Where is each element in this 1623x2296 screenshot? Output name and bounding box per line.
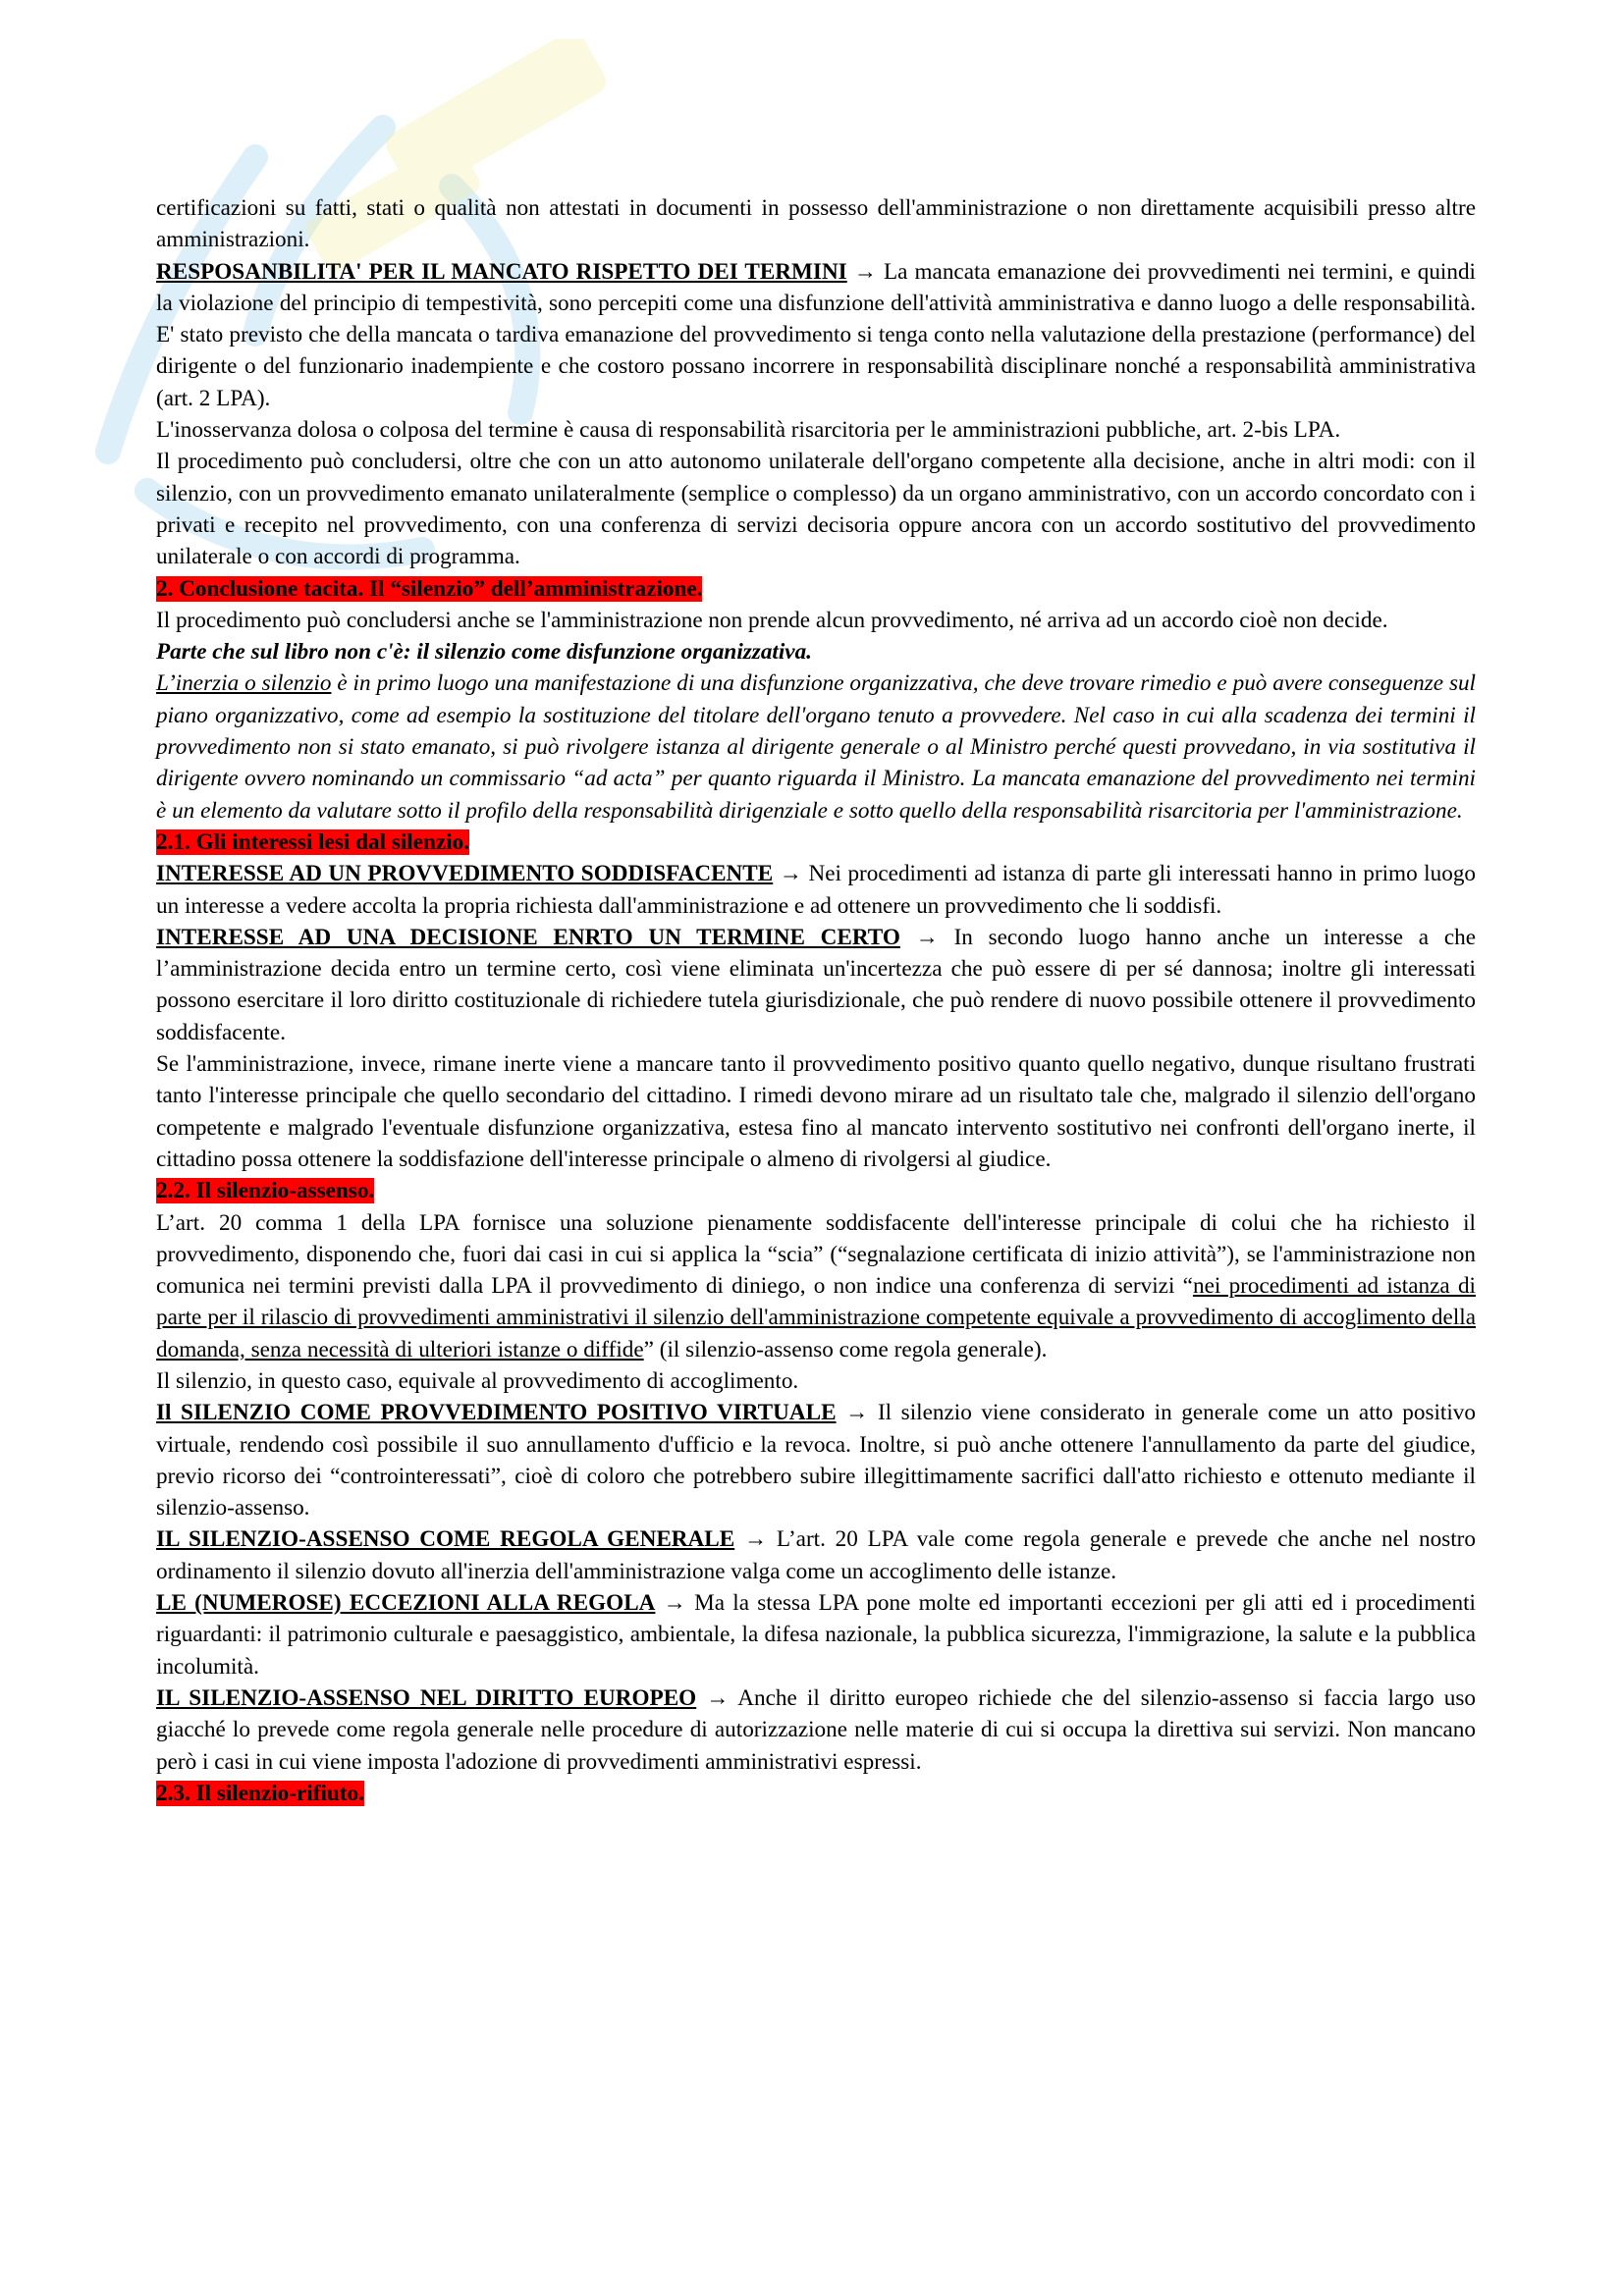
keyword-responsabilita: RESPOSANBILITA' PER IL MANCATO RISPETTO DEI TERMINI [156, 258, 847, 285]
keyword-eccezioni: LE (NUMEROSE) ECCEZIONI ALLA REGOLA [156, 1590, 656, 1617]
paragraph-responsabilita: RESPOSANBILITA' PER IL MANCATO RISPETTO DEI TERMINI → La mancata emanazione dei provvedimenti nei termini, e quindi la violazione del principio di tempestività, sono percepiti come una disfunzione dell'attività amministrativa e danno luogo a delle responsabilità. E' stato previsto che della mancata o tardiva emanazione del provvedimento si tenga conto nella valutazione della prestazione (performance) del dirigente o del funzionario inadempiente e che costoro possano incorrere in responsabilità disciplinare nonché a responsabilità amministrativa (art. 2 LPA). [156, 258, 1476, 411]
paragraph-silenzio-equivale: Il silenzio, in questo caso, equivale al provvedimento di accoglimento. [156, 1367, 799, 1394]
paragraph-amministrazione-inerte: Se l'amministrazione, invece, rimane inerte viene a mancare tanto il provvedimento positivo quanto quello negativo, dunque risultano frustrati tanto l'interesse principale che quello secondario del cittadino. I rimedi devono mirare ad un risultato tale che, malgrado il silenzio dell'organo competente e malgrado l'eventuale disfunzione organizzativa, estesa fino al mancato intervento sostitutivo nei confronti dell'organo inerte, il cittadino possa ottenere la soddisfazione dell'interesse principale o almeno di rivolgersi al giudice. [156, 1051, 1476, 1172]
paragraph-interesse-decisione: INTERESSE AD UNA DECISIONE ENRTO UN TERMINE CERTO → In secondo luogo hanno anche un interesse a che l’amministrazione decida entro un termine certo, così viene eliminata un'incertezza che può essere di per sé dannosa; inoltre gli interessati possono esercitare il loro diritto costituzionale di richiedere tutela giurisdizionale, che può rendere di nuovo possibile ottenere il provvedimento soddisfacente. [156, 924, 1477, 1045]
paragraph-regola-generale: IL SILENZIO-ASSENSO COME REGOLA GENERALE → L’art. 20 LPA vale come regola generale e prevede che anche nel nostro ordinamento il silenzio dovuto all'inerzia dell'amministrazione valga come un accoglimento delle istanze. [156, 1526, 1476, 1584]
arrow-icon: → [846, 258, 884, 285]
paragraph-interesse-provvedimento: INTERESSE AD UN PROVVEDIMENTO SODDISFACENTE → Nei procedimenti ad istanza di parte gli interessati hanno in primo luogo un interesse a vedere accolta la propria richiesta dall'amministrazione e ad ottenere un provvedimento che li soddisfi. [156, 861, 1477, 919]
paragraph-procedimento-concludersi: Il procedimento può concludersi, oltre che con un atto autonomo unilaterale dell'organo competente alla decisione, anche in altri modi: con il silenzio, con un provvedimento emanato unilateralmente (semplice o complesso) da un organo amministrativo, con un accordo concordato con i privati e recepito nel provvedimento, con una conferenza di servizi decisoria oppure ancora con un accordo sostitutivo del provvedimento unilaterale o con accordi di programma. [156, 449, 1476, 570]
paragraph-inerzia: L’inerzia o silenzio è in primo luogo una manifestazione di una disfunzione organizzativa, che deve trovare rimedio e può avere conseguenze sul piano organizzativo, come ad esempio la sostituzione del titolare dell'organo tenuto a provvedere. Nel caso in cui alla scadenza dei termini il provvedimento non si stato emanato, si può rivolgere istanza al dirigente generale o al Ministro perché questi provvedano, in via sostitutiva il dirigente ovvero nominando un commissario “ad acta” per quanto riguarda il Ministro. La mancata emanazione del provvedimento nei termini è un elemento da valutare sotto il profilo della responsabilità dirigenziale e sotto quello della responsabilità risarcitoria per l'amministrazione. [156, 670, 1476, 824]
section-heading-silenzio-assenso: 2.2. Il silenzio-assenso. [156, 1178, 375, 1204]
arrow-icon: → [655, 1590, 695, 1617]
paragraph-inosservanza: L'inosservanza dolosa o colposa del termine è causa di responsabilità risarcitoria per le amministrazioni pubbliche, art. 2-bis LPA. [156, 417, 1341, 444]
paragraph-certificazioni: certificazioni su fatti, stati o qualità non attestati in documenti in possesso dell'amministrazione o non direttamente acquisibili presso altre amministrazioni. [156, 195, 1476, 253]
arrow-icon: → [836, 1400, 878, 1426]
keyword-diritto-europeo: IL SILENZIO-ASSENSO NEL DIRITTO EUROPEO [156, 1684, 697, 1711]
arrow-icon: → [696, 1684, 738, 1711]
subheading-parte-libro: Parte che sul libro non c'è: il silenzio come disfunzione organizzativa. [156, 639, 812, 666]
paragraph-procedimento-silenzio: Il procedimento può concludersi anche se l'amministrazione non prende alcun provvedimento, né arriva ad un accordo cioè non decide. [156, 607, 1388, 633]
keyword-regola-generale: IL SILENZIO-ASSENSO COME REGOLA GENERALE [156, 1526, 735, 1553]
keyword-provvedimento-virtuale: Il SILENZIO COME PROVVEDIMENTO POSITIVO VIRTUALE [156, 1400, 837, 1426]
keyword-interesse-provvedimento: INTERESSE AD UN PROVVEDIMENTO SODDISFACENTE [156, 861, 774, 887]
section-heading-conclusione-tacita: 2. Conclusione tacita. Il “silenzio” dell’amministrazione. [156, 575, 703, 602]
keyword-interesse-decisione: INTERESSE AD UNA DECISIONE ENRTO UN TERMINE CERTO [156, 924, 900, 950]
paragraph-diritto-europeo: IL SILENZIO-ASSENSO NEL DIRITTO EUROPEO → Anche il diritto europeo richiede che del silenzio-assenso si faccia largo uso giacché lo prevede come regola generale nelle procedure di autorizzazione nelle materie di cui si occupa la direttiva sui servizi. Non mancano però i casi in cui viene imposta l'adozione di provvedimenti amministrativi espressi. [156, 1684, 1476, 1775]
arrow-icon: → [734, 1526, 777, 1553]
section-heading-silenzio-rifiuto: 2.3. Il silenzio-rifiuto. [156, 1780, 364, 1806]
paragraph-eccezioni: LE (NUMEROSE) ECCEZIONI ALLA REGOLA → Ma la stessa LPA pone molte ed importanti eccezioni per gli atti ed i procedimenti riguardanti: il patrimonio culturale e paesaggistico, ambientale, la difesa nazionale, la pubblica sicurezza, l'immigrazione, la salute e la pubblica incolumità. [156, 1590, 1476, 1680]
paragraph-provvedimento-virtuale: Il SILENZIO COME PROVVEDIMENTO POSITIVO VIRTUALE → Il silenzio viene considerato in generale come un atto positivo virtuale, rendendo così possibile il suo annullamento d'ufficio e la revoca. Inoltre, si può anche ottenere l'annullamento da parte del giudice, previo ricorso dei “controinteressati”, cioè di coloro che potrebbero subire illegittimamente sacrifici dall'atto richiesto e ottenuto mediante il silenzio-assenso. [156, 1400, 1476, 1522]
section-heading-interessi-lesi: 2.1. Gli interessi lesi dal silenzio. [156, 828, 470, 855]
arrow-icon: → [899, 924, 954, 950]
arrow-icon: → [773, 861, 809, 887]
document-body [156, 192, 1476, 1809]
paragraph-art-20: L’art. 20 comma 1 della LPA fornisce una soluzione pienamente soddisfacente dell'interesse principale di colui che ha richiesto il provvedimento, disponendo che, fuori dai casi in cui si applica la “scia” (“segnalazione certificata di inizio attività”), se l'amministrazione non comunica nei termini previsti dalla LPA il provvedimento di diniego, o non indice una conferenza di servizi “nei procedimenti ad istanza di parte per il rilascio di provvedimenti amministrativi il silenzio dell'amministrazione competente equivale a provvedimento di accoglimento della domanda, senza necessità di ulteriori istanze o diffide” (il silenzio-assenso come regola generale). [156, 1209, 1476, 1362]
